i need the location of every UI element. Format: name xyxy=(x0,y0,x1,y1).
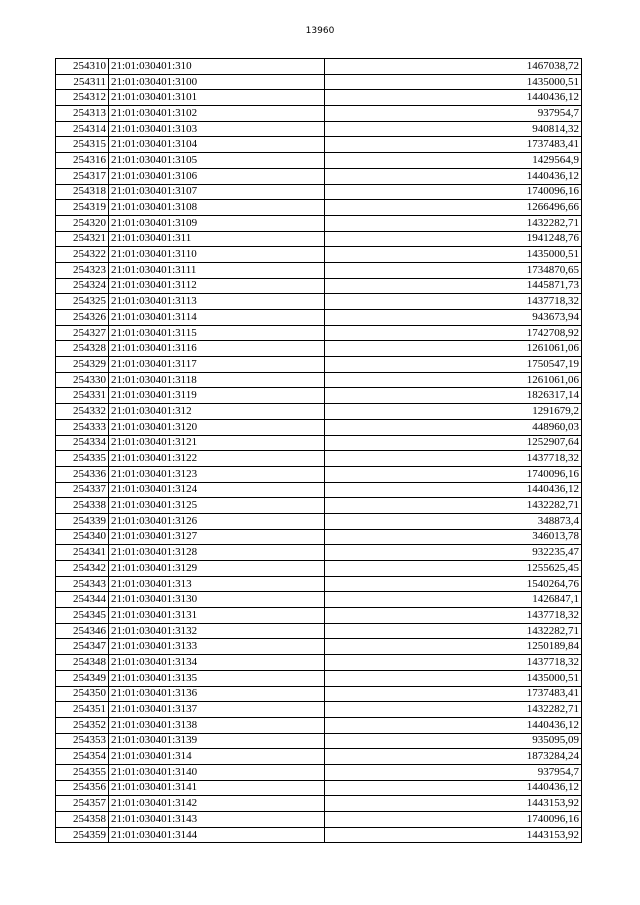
row-number-cell: 254335 xyxy=(56,451,109,467)
row-number-cell: 254313 xyxy=(56,106,109,122)
cadastral-number-cell: 21:01:030401:3142 xyxy=(109,796,325,812)
row-number-cell: 254355 xyxy=(56,764,109,780)
cadastral-number-cell: 21:01:030401:3104 xyxy=(109,137,325,153)
row-number-cell: 254338 xyxy=(56,498,109,514)
row-number-cell: 254353 xyxy=(56,733,109,749)
table-row xyxy=(56,168,582,184)
cadastral-number-cell: 21:01:030401:3120 xyxy=(109,419,325,435)
cadastral-number-cell: 21:01:030401:3122 xyxy=(109,451,325,467)
cadastral-value-cell: 1440436,12 xyxy=(325,482,582,498)
cadastral-number-cell: 21:01:030401:3133 xyxy=(109,639,325,655)
table-row xyxy=(56,561,582,577)
cadastral-value-cell: 937954,7 xyxy=(325,764,582,780)
table-row xyxy=(56,592,582,608)
row-number-cell: 254316 xyxy=(56,153,109,169)
table-row xyxy=(56,702,582,718)
table-row xyxy=(56,388,582,404)
cadastral-number-cell: 21:01:030401:3110 xyxy=(109,247,325,263)
row-number-cell: 254358 xyxy=(56,812,109,828)
row-number-cell: 254322 xyxy=(56,247,109,263)
table-row xyxy=(56,780,582,796)
table-row xyxy=(56,215,582,231)
row-number-cell: 254314 xyxy=(56,121,109,137)
table-row xyxy=(56,200,582,216)
cadastral-number-cell: 21:01:030401:3135 xyxy=(109,670,325,686)
cadastral-value-table xyxy=(55,58,582,843)
cadastral-number-cell: 21:01:030401:3126 xyxy=(109,513,325,529)
cadastral-number-cell: 21:01:030401:3123 xyxy=(109,466,325,482)
table-row xyxy=(56,686,582,702)
cadastral-number-cell: 21:01:030401:3118 xyxy=(109,372,325,388)
row-number-cell: 254354 xyxy=(56,749,109,765)
row-number-cell: 254359 xyxy=(56,827,109,843)
cadastral-number-cell: 21:01:030401:3124 xyxy=(109,482,325,498)
table-row xyxy=(56,639,582,655)
row-number-cell: 254324 xyxy=(56,278,109,294)
cadastral-number-cell: 21:01:030401:3136 xyxy=(109,686,325,702)
row-number-cell: 254315 xyxy=(56,137,109,153)
cadastral-value-cell: 348873,4 xyxy=(325,513,582,529)
row-number-cell: 254349 xyxy=(56,670,109,686)
cadastral-value-cell: 1826317,14 xyxy=(325,388,582,404)
cadastral-value-cell: 937954,7 xyxy=(325,106,582,122)
cadastral-number-cell: 21:01:030401:3101 xyxy=(109,90,325,106)
row-number-cell: 254342 xyxy=(56,561,109,577)
cadastral-value-cell: 943673,94 xyxy=(325,310,582,326)
row-number-cell: 254325 xyxy=(56,294,109,310)
cadastral-value-cell: 1437718,32 xyxy=(325,294,582,310)
table-row xyxy=(56,608,582,624)
row-number-cell: 254357 xyxy=(56,796,109,812)
row-number-cell: 254356 xyxy=(56,780,109,796)
row-number-cell: 254351 xyxy=(56,702,109,718)
cadastral-value-cell: 1435000,51 xyxy=(325,670,582,686)
cadastral-value-cell: 1737483,41 xyxy=(325,686,582,702)
row-number-cell: 254312 xyxy=(56,90,109,106)
cadastral-number-cell: 21:01:030401:3121 xyxy=(109,435,325,451)
cadastral-value-cell: 935095,09 xyxy=(325,733,582,749)
table-row xyxy=(56,451,582,467)
cadastral-number-cell: 21:01:030401:3125 xyxy=(109,498,325,514)
cadastral-number-cell: 21:01:030401:3119 xyxy=(109,388,325,404)
row-number-cell: 254318 xyxy=(56,184,109,200)
table-row xyxy=(56,482,582,498)
row-number-cell: 254319 xyxy=(56,200,109,216)
cadastral-value-cell: 1873284,24 xyxy=(325,749,582,765)
table-row xyxy=(56,466,582,482)
cadastral-value-cell: 1440436,12 xyxy=(325,168,582,184)
cadastral-value-cell: 932235,47 xyxy=(325,545,582,561)
row-number-cell: 254329 xyxy=(56,357,109,373)
cadastral-number-cell: 21:01:030401:3139 xyxy=(109,733,325,749)
table-row xyxy=(56,184,582,200)
table-row xyxy=(56,796,582,812)
row-number-cell: 254326 xyxy=(56,310,109,326)
cadastral-value-cell: 1467038,72 xyxy=(325,59,582,75)
cadastral-value-cell: 1435000,51 xyxy=(325,74,582,90)
row-number-cell: 254328 xyxy=(56,341,109,357)
cadastral-value-cell: 1252907,64 xyxy=(325,435,582,451)
cadastral-number-cell: 21:01:030401:313 xyxy=(109,576,325,592)
table-row xyxy=(56,310,582,326)
cadastral-number-cell: 21:01:030401:3106 xyxy=(109,168,325,184)
cadastral-value-cell: 1443153,92 xyxy=(325,796,582,812)
cadastral-number-cell: 21:01:030401:3111 xyxy=(109,262,325,278)
cadastral-number-cell: 21:01:030401:3143 xyxy=(109,812,325,828)
cadastral-number-cell: 21:01:030401:3138 xyxy=(109,717,325,733)
table-row xyxy=(56,137,582,153)
row-number-cell: 254340 xyxy=(56,529,109,545)
cadastral-value-cell: 1261061,06 xyxy=(325,341,582,357)
table-row xyxy=(56,498,582,514)
row-number-cell: 254333 xyxy=(56,419,109,435)
cadastral-number-cell: 21:01:030401:3117 xyxy=(109,357,325,373)
cadastral-value-cell: 1941248,76 xyxy=(325,231,582,247)
table-row xyxy=(56,278,582,294)
cadastral-value-cell: 1432282,71 xyxy=(325,498,582,514)
row-number-cell: 254323 xyxy=(56,262,109,278)
cadastral-number-cell: 21:01:030401:311 xyxy=(109,231,325,247)
cadastral-number-cell: 21:01:030401:3130 xyxy=(109,592,325,608)
row-number-cell: 254332 xyxy=(56,404,109,420)
cadastral-number-cell: 21:01:030401:3140 xyxy=(109,764,325,780)
cadastral-value-cell: 1443153,92 xyxy=(325,827,582,843)
cadastral-number-cell: 21:01:030401:3107 xyxy=(109,184,325,200)
table-row xyxy=(56,325,582,341)
row-number-cell: 254317 xyxy=(56,168,109,184)
table-row xyxy=(56,670,582,686)
row-number-cell: 254352 xyxy=(56,717,109,733)
cadastral-value-cell: 1429564,9 xyxy=(325,153,582,169)
cadastral-number-cell: 21:01:030401:3131 xyxy=(109,608,325,624)
cadastral-value-cell: 1740096,16 xyxy=(325,184,582,200)
row-number-cell: 254346 xyxy=(56,623,109,639)
table-row xyxy=(56,717,582,733)
cadastral-value-cell: 1432282,71 xyxy=(325,215,582,231)
row-number-cell: 254347 xyxy=(56,639,109,655)
table-row xyxy=(56,106,582,122)
row-number-cell: 254321 xyxy=(56,231,109,247)
cadastral-value-cell: 1291679,2 xyxy=(325,404,582,420)
cadastral-value-cell: 1432282,71 xyxy=(325,702,582,718)
cadastral-number-cell: 21:01:030401:3112 xyxy=(109,278,325,294)
table-row xyxy=(56,404,582,420)
table-row xyxy=(56,59,582,75)
cadastral-value-cell: 1737483,41 xyxy=(325,137,582,153)
row-number-cell: 254339 xyxy=(56,513,109,529)
row-number-cell: 254350 xyxy=(56,686,109,702)
table-row xyxy=(56,576,582,592)
table-row xyxy=(56,247,582,263)
table-row xyxy=(56,529,582,545)
cadastral-number-cell: 21:01:030401:3132 xyxy=(109,623,325,639)
table-row xyxy=(56,827,582,843)
row-number-cell: 254348 xyxy=(56,655,109,671)
cadastral-value-cell: 1440436,12 xyxy=(325,717,582,733)
cadastral-value-cell: 346013,78 xyxy=(325,529,582,545)
cadastral-number-cell: 21:01:030401:3102 xyxy=(109,106,325,122)
row-number-cell: 254310 xyxy=(56,59,109,75)
table-row xyxy=(56,341,582,357)
table-row xyxy=(56,357,582,373)
table-row xyxy=(56,372,582,388)
table-row xyxy=(56,419,582,435)
row-number-cell: 254341 xyxy=(56,545,109,561)
table-row xyxy=(56,153,582,169)
table-row xyxy=(56,294,582,310)
row-number-cell: 254320 xyxy=(56,215,109,231)
table-row xyxy=(56,764,582,780)
table-row xyxy=(56,733,582,749)
cadastral-number-cell: 21:01:030401:3114 xyxy=(109,310,325,326)
cadastral-value-cell: 1440436,12 xyxy=(325,780,582,796)
row-number-cell: 254311 xyxy=(56,74,109,90)
cadastral-number-cell: 21:01:030401:3113 xyxy=(109,294,325,310)
table-row xyxy=(56,90,582,106)
row-number-cell: 254336 xyxy=(56,466,109,482)
cadastral-value-cell: 1437718,32 xyxy=(325,451,582,467)
row-number-cell: 254343 xyxy=(56,576,109,592)
table-row xyxy=(56,262,582,278)
cadastral-number-cell: 21:01:030401:3144 xyxy=(109,827,325,843)
cadastral-value-cell: 1740096,16 xyxy=(325,466,582,482)
cadastral-number-cell: 21:01:030401:3137 xyxy=(109,702,325,718)
row-number-cell: 254337 xyxy=(56,482,109,498)
table-row xyxy=(56,435,582,451)
cadastral-number-cell: 21:01:030401:3105 xyxy=(109,153,325,169)
row-number-cell: 254327 xyxy=(56,325,109,341)
cadastral-value-cell: 1255625,45 xyxy=(325,561,582,577)
cadastral-value-cell: 1426847,1 xyxy=(325,592,582,608)
cadastral-value-cell: 940814,32 xyxy=(325,121,582,137)
cadastral-value-cell: 1740096,16 xyxy=(325,812,582,828)
cadastral-value-cell: 1540264,76 xyxy=(325,576,582,592)
cadastral-value-cell: 1261061,06 xyxy=(325,372,582,388)
table-row xyxy=(56,623,582,639)
cadastral-number-cell: 21:01:030401:3108 xyxy=(109,200,325,216)
cadastral-number-cell: 21:01:030401:3115 xyxy=(109,325,325,341)
cadastral-number-cell: 21:01:030401:310 xyxy=(109,59,325,75)
cadastral-value-cell: 1432282,71 xyxy=(325,623,582,639)
table-row xyxy=(56,231,582,247)
row-number-cell: 254345 xyxy=(56,608,109,624)
cadastral-number-cell: 21:01:030401:314 xyxy=(109,749,325,765)
cadastral-value-cell: 1250189,84 xyxy=(325,639,582,655)
table-row xyxy=(56,655,582,671)
cadastral-number-cell: 21:01:030401:3103 xyxy=(109,121,325,137)
table-row xyxy=(56,74,582,90)
table-row xyxy=(56,812,582,828)
cadastral-value-cell: 448960,03 xyxy=(325,419,582,435)
cadastral-number-cell: 21:01:030401:3141 xyxy=(109,780,325,796)
table-row xyxy=(56,749,582,765)
row-number-cell: 254331 xyxy=(56,388,109,404)
cadastral-value-cell: 1435000,51 xyxy=(325,247,582,263)
cadastral-value-cell: 1440436,12 xyxy=(325,90,582,106)
cadastral-number-cell: 21:01:030401:312 xyxy=(109,404,325,420)
table-body xyxy=(56,59,582,843)
cadastral-value-cell: 1437718,32 xyxy=(325,655,582,671)
cadastral-value-cell: 1750547,19 xyxy=(325,357,582,373)
table-row xyxy=(56,545,582,561)
cadastral-value-cell: 1742708,92 xyxy=(325,325,582,341)
table-row xyxy=(56,513,582,529)
row-number-cell: 254334 xyxy=(56,435,109,451)
page-number: 13960 xyxy=(305,26,335,36)
row-number-cell: 254330 xyxy=(56,372,109,388)
cadastral-number-cell: 21:01:030401:3128 xyxy=(109,545,325,561)
cadastral-number-cell: 21:01:030401:3109 xyxy=(109,215,325,231)
cadastral-value-cell: 1445871,73 xyxy=(325,278,582,294)
cadastral-number-cell: 21:01:030401:3127 xyxy=(109,529,325,545)
cadastral-number-cell: 21:01:030401:3134 xyxy=(109,655,325,671)
cadastral-value-cell: 1437718,32 xyxy=(325,608,582,624)
cadastral-number-cell: 21:01:030401:3116 xyxy=(109,341,325,357)
table-row xyxy=(56,121,582,137)
cadastral-number-cell: 21:01:030401:3100 xyxy=(109,74,325,90)
cadastral-value-cell: 1734870,65 xyxy=(325,262,582,278)
cadastral-number-cell: 21:01:030401:3129 xyxy=(109,561,325,577)
row-number-cell: 254344 xyxy=(56,592,109,608)
cadastral-value-cell: 1266496,66 xyxy=(325,200,582,216)
